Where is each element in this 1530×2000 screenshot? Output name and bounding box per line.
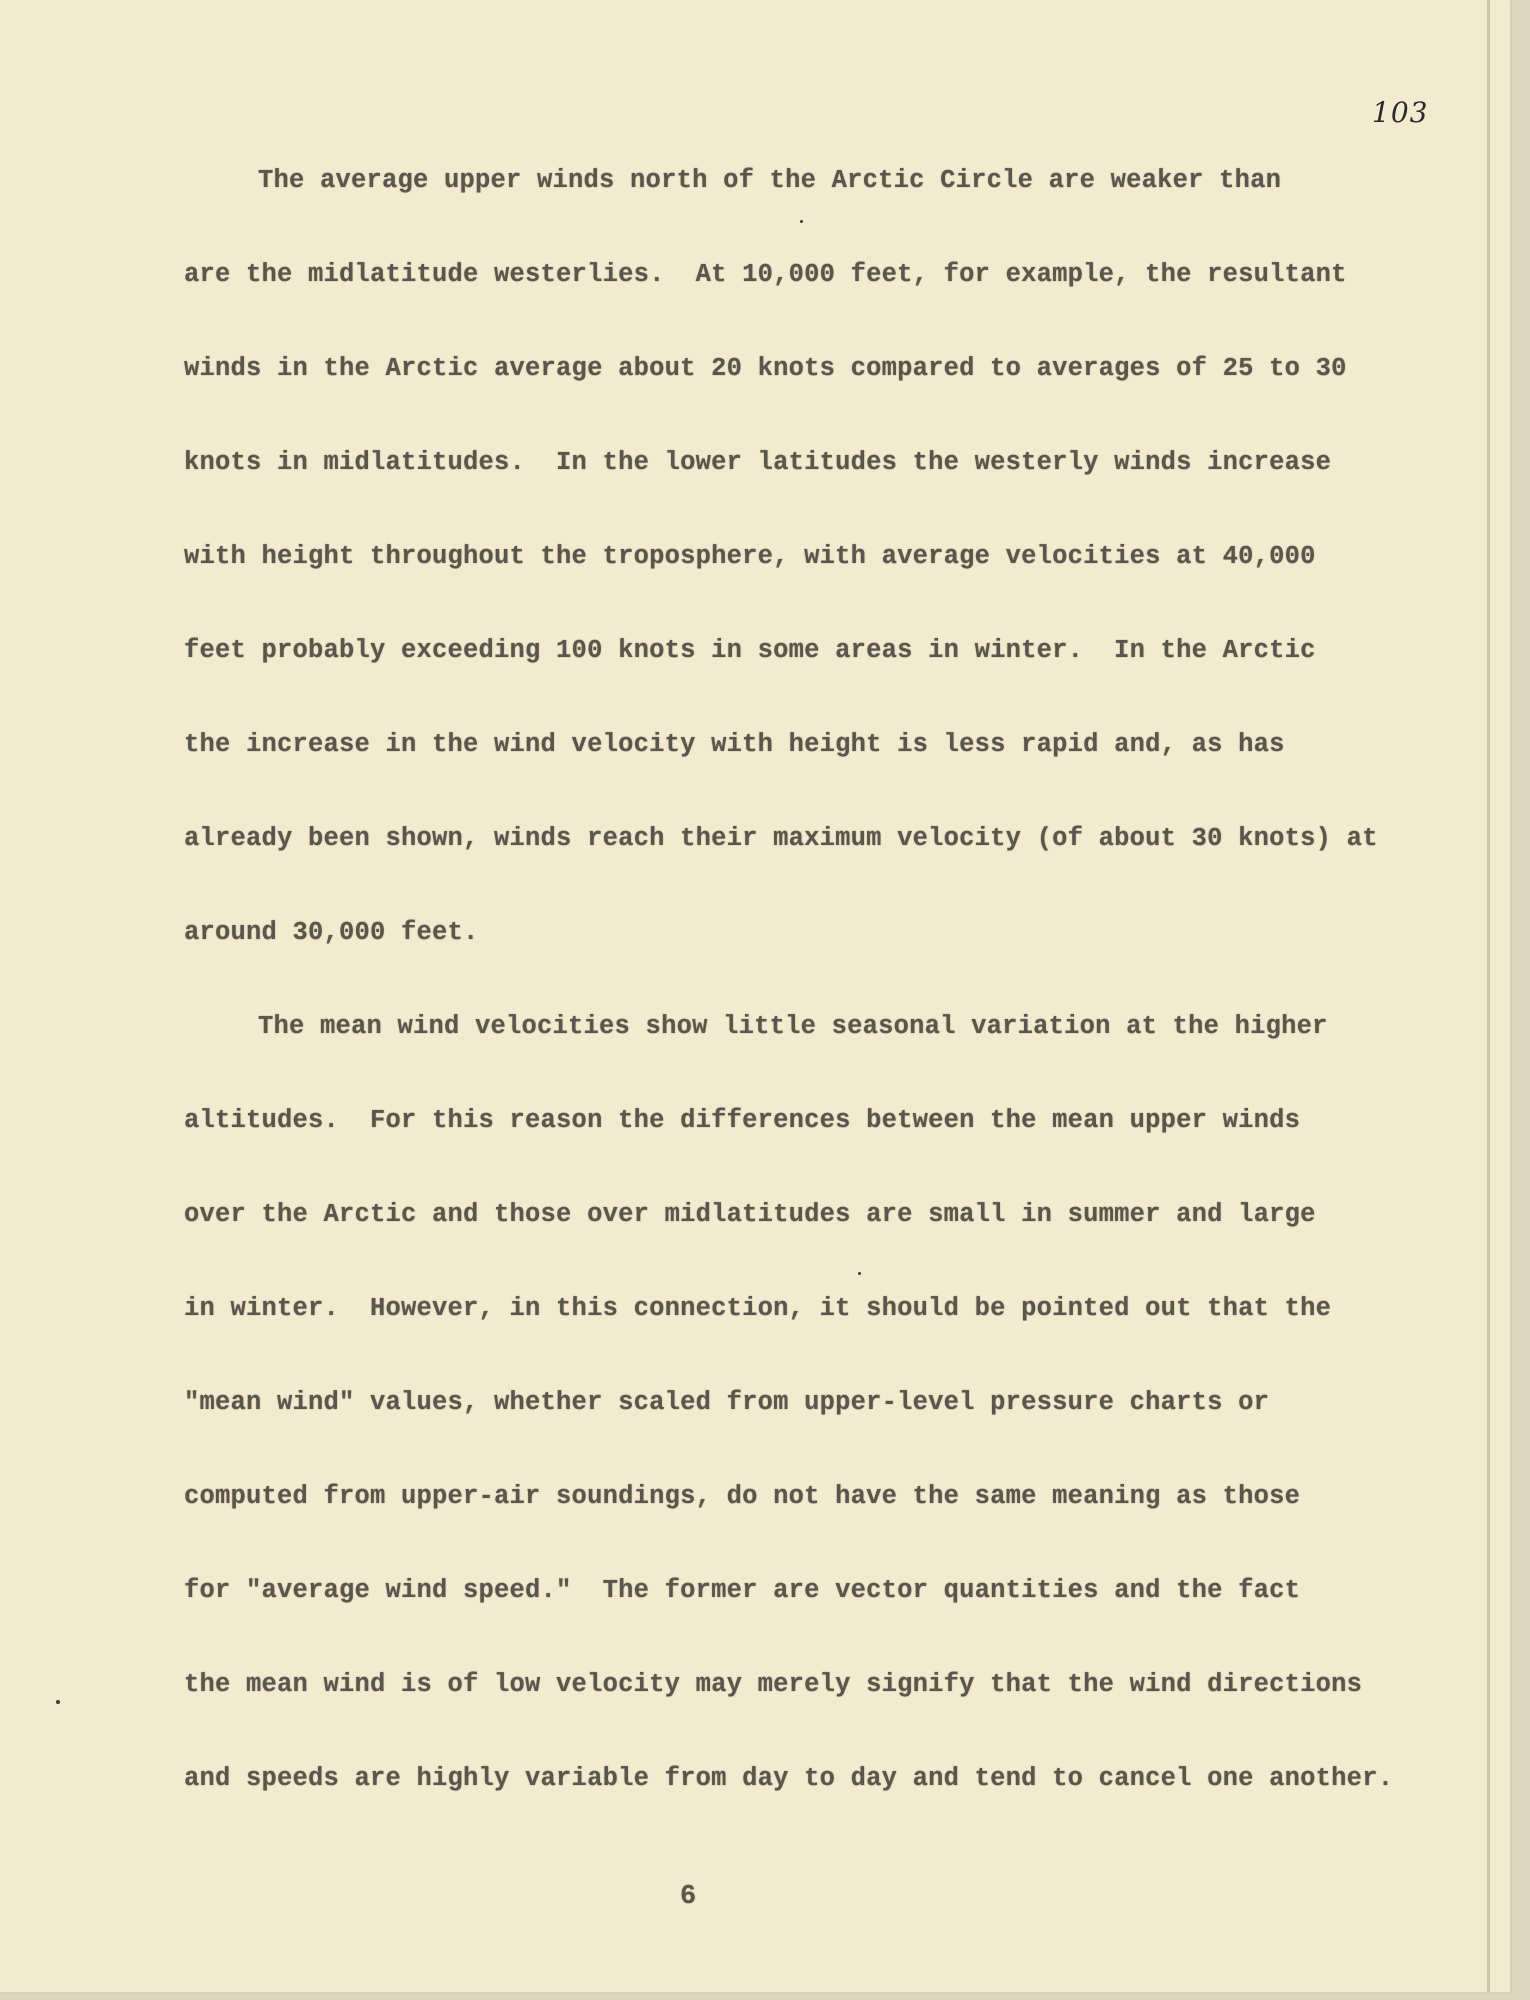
text-line: the mean wind is of low velocity may merely signify that the wind directions	[184, 1670, 1363, 1699]
text-line: already been shown, winds reach their maximum velocity (of about 30 knots) at	[184, 824, 1378, 853]
text-line: computed from upper-air soundings, do not have the same meaning as those	[184, 1482, 1301, 1511]
typed-page-number: 6	[680, 1882, 697, 1912]
text-line: in winter. However, in this connection, it should be pointed out that the	[184, 1294, 1332, 1323]
text-line: altitudes. For this reason the differences between the mean upper winds	[184, 1106, 1301, 1135]
page-edge	[1487, 0, 1490, 1992]
text-line: "mean wind" values, whether scaled from upper-level pressure charts or	[184, 1388, 1270, 1417]
paper-speck	[56, 1700, 60, 1704]
handwritten-page-number: 103	[1372, 96, 1429, 129]
text-line: and speeds are highly variable from day to day and tend to cancel one another.	[184, 1764, 1394, 1793]
text-line: around 30,000 feet.	[184, 918, 479, 947]
paper-speck	[800, 220, 803, 223]
text-line: The mean wind velocities show little seasonal variation at the higher	[258, 1012, 1328, 1041]
text-line: the increase in the wind velocity with height is less rapid and, as has	[184, 730, 1285, 759]
text-line: over the Arctic and those over midlatitudes are small in summer and large	[184, 1200, 1316, 1229]
text-line: for "average wind speed." The former are vector quantities and the fact	[184, 1576, 1301, 1605]
text-line: knots in midlatitudes. In the lower latitudes the westerly winds increase	[184, 448, 1332, 477]
text-line: with height throughout the troposphere, with average velocities at 40,000	[184, 542, 1316, 571]
text-line: are the midlatitude westerlies. At 10,000 feet, for example, the resultant	[184, 260, 1347, 289]
text-line: feet probably exceeding 100 knots in some areas in winter. In the Arctic	[184, 636, 1316, 665]
text-line: The average upper winds north of the Arctic Circle are weaker than	[258, 166, 1282, 195]
paper-speck	[858, 1272, 861, 1275]
text-line: winds in the Arctic average about 20 knots compared to averages of 25 to 30	[184, 354, 1347, 383]
